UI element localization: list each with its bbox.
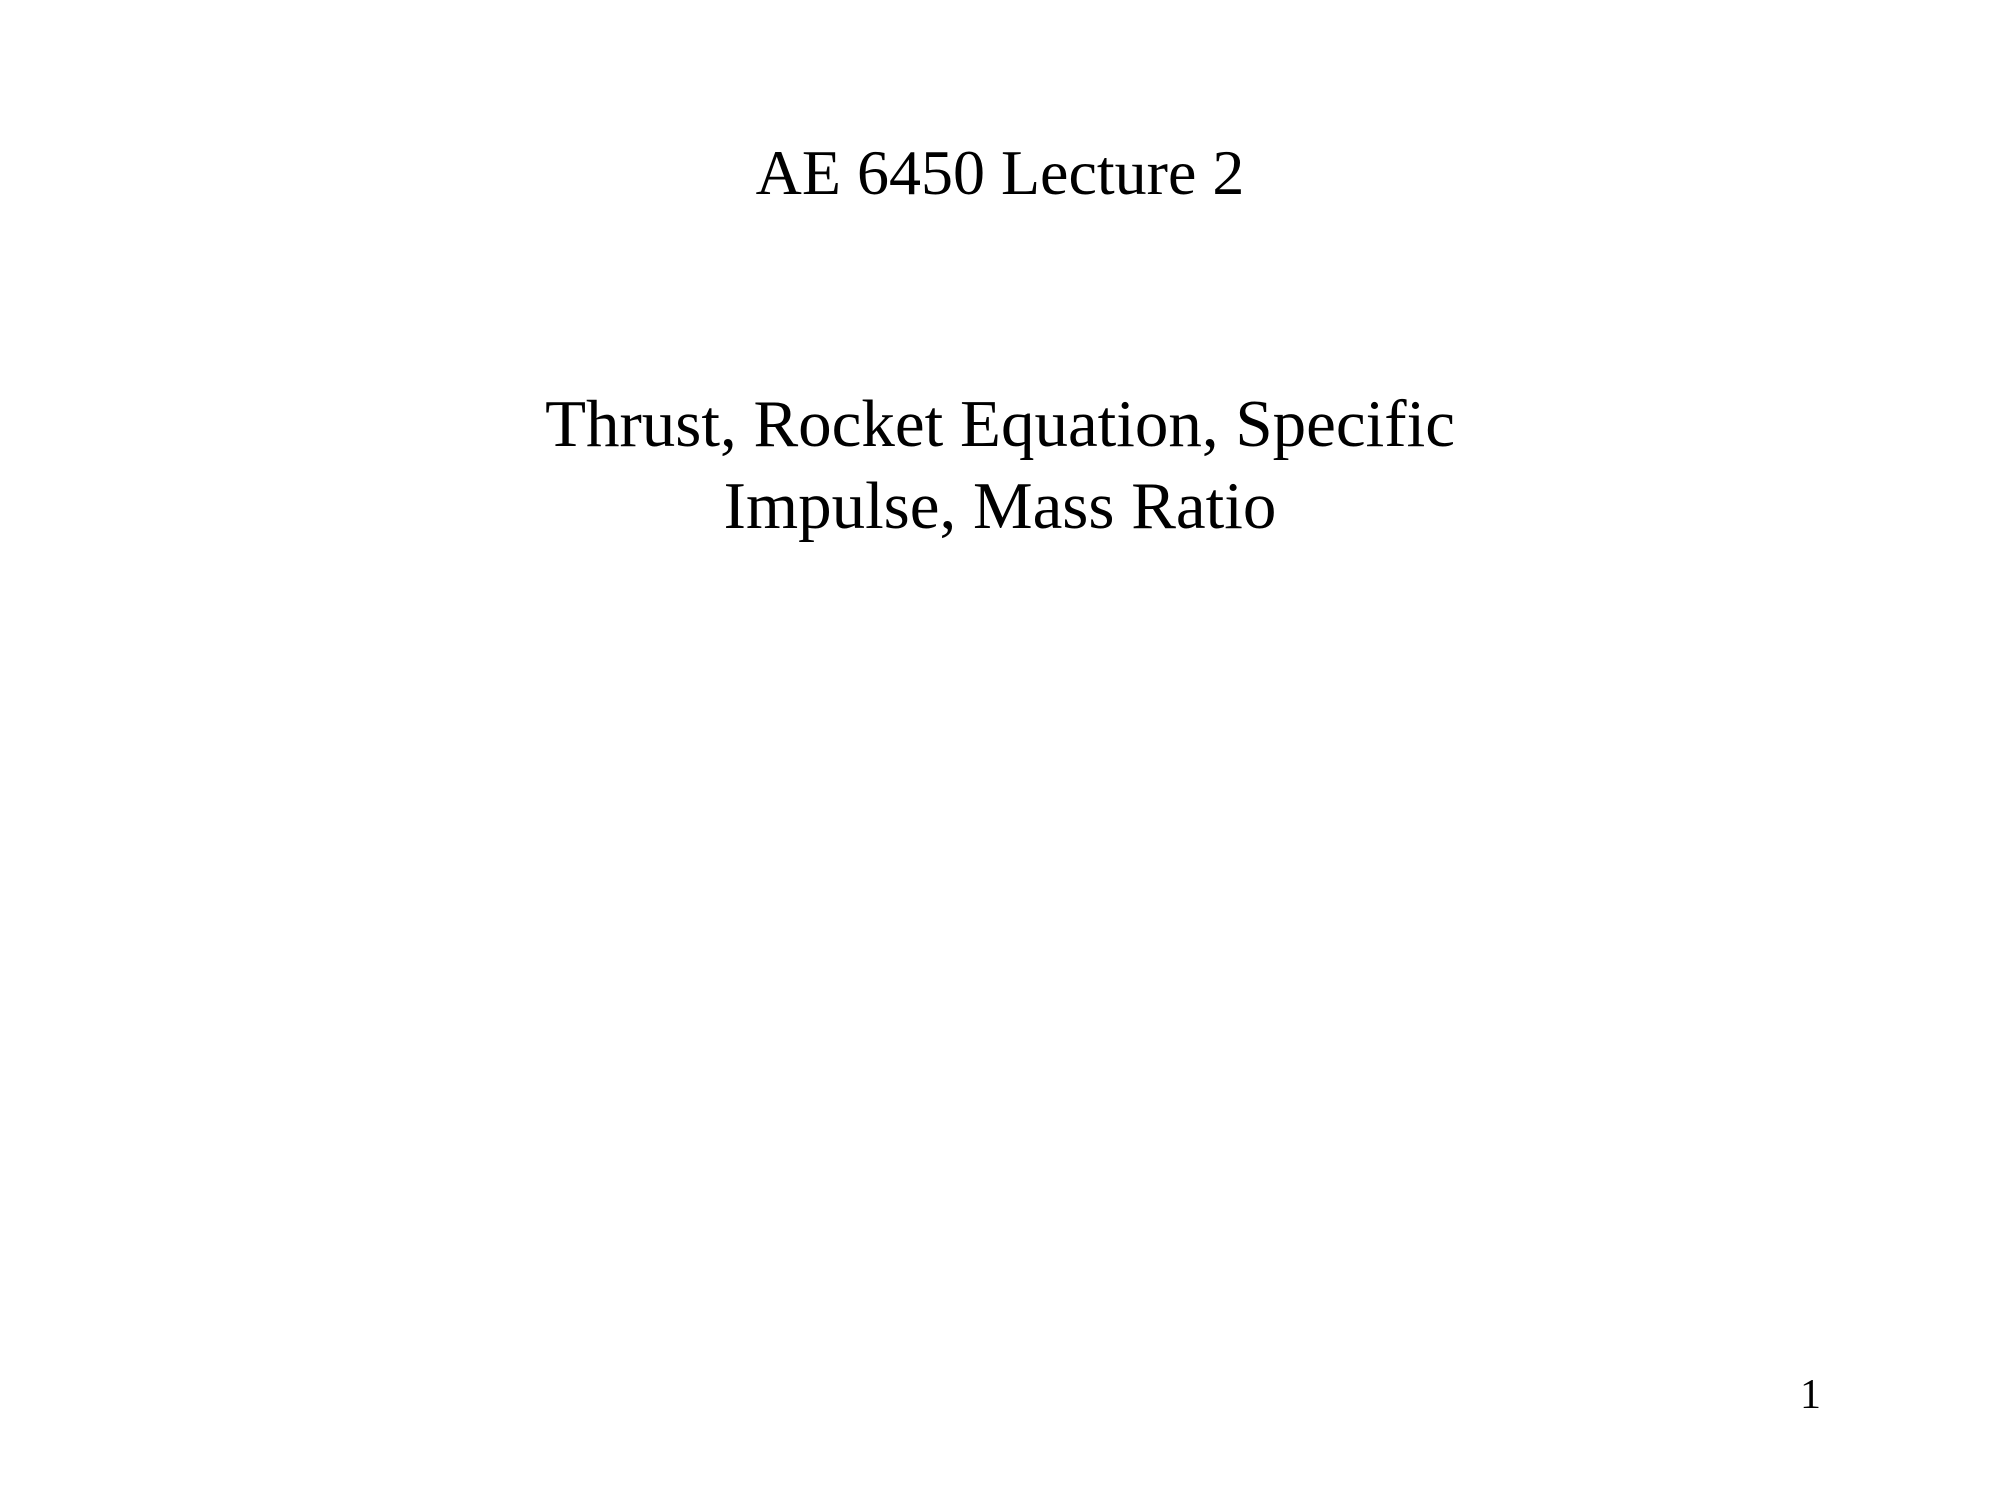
course-header: AE 6450 Lecture 2 [755,137,1245,208]
page-number: 1 [1800,1372,1821,1418]
slide-title-line-1: Thrust, Rocket Equation, Specific [545,387,1455,461]
slide-title-line-2: Impulse, Mass Ratio [723,468,1277,543]
slide-title [0,384,2000,547]
